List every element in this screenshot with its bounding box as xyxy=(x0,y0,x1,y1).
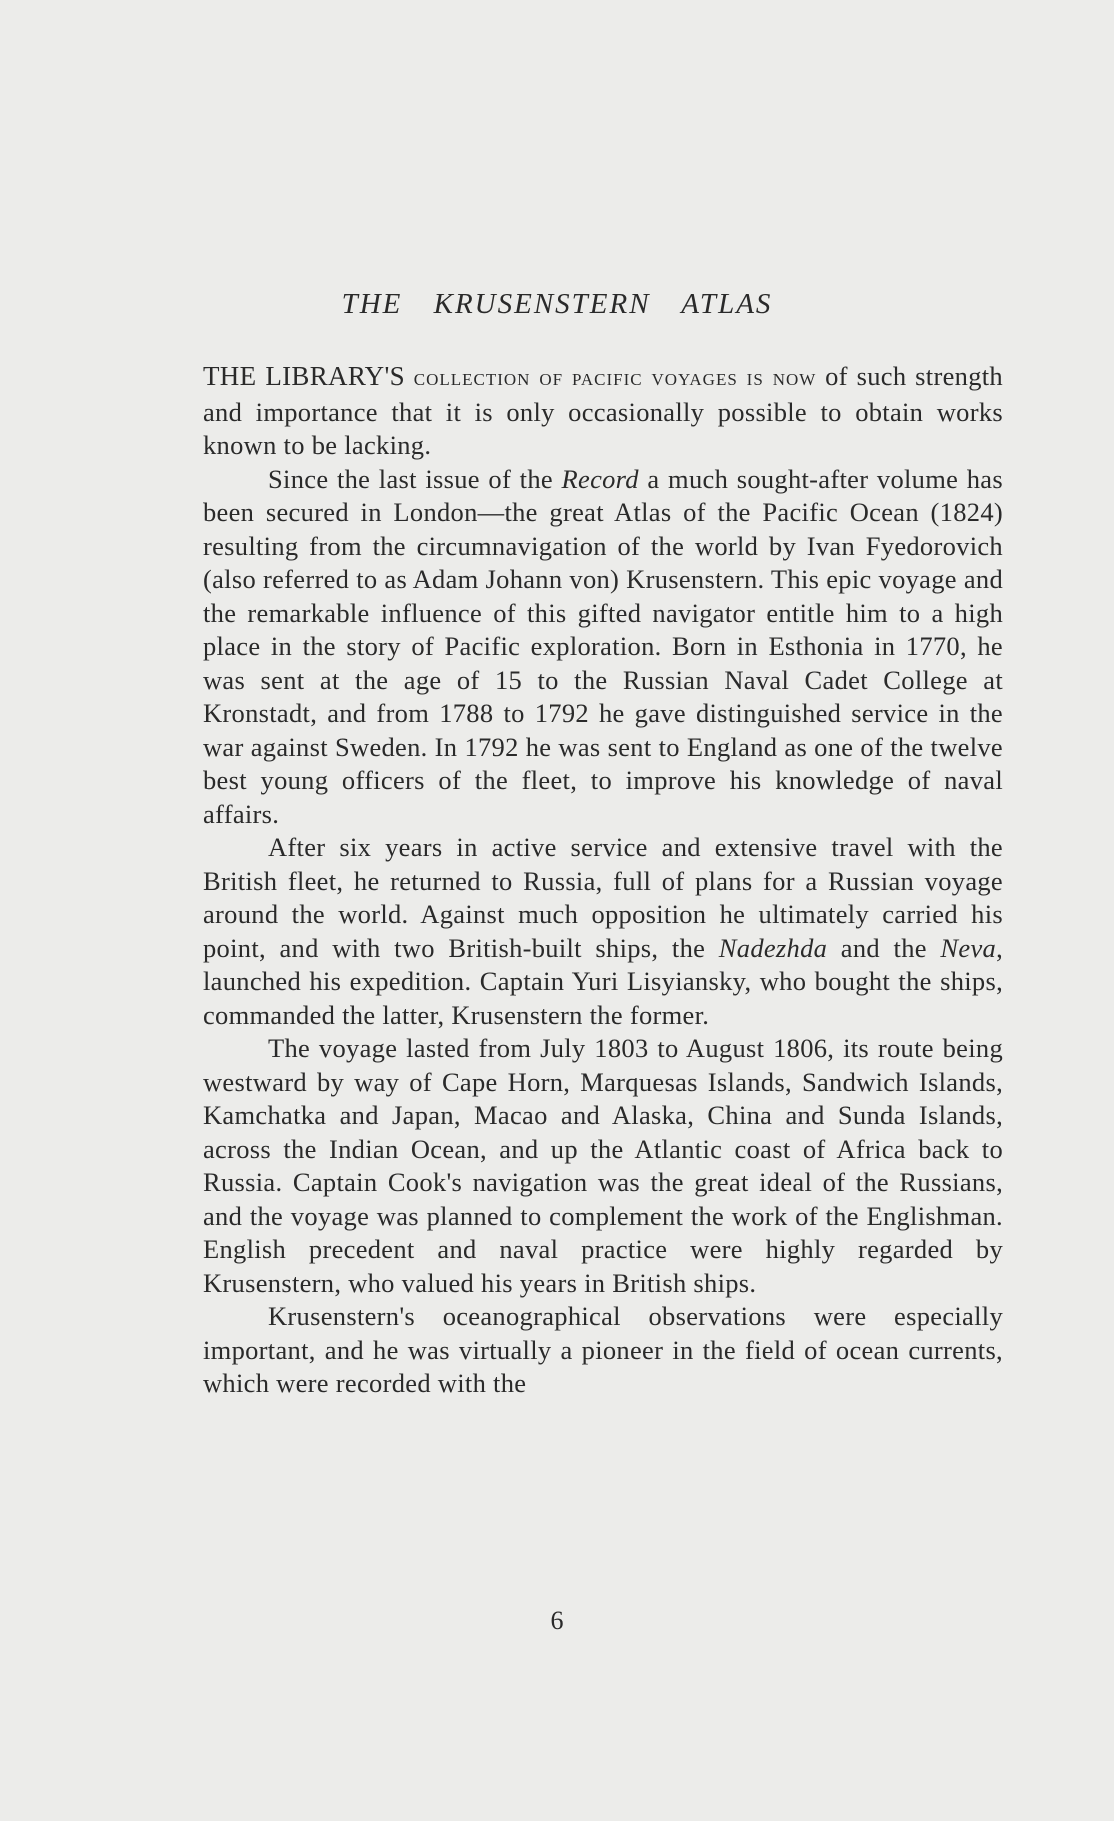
paragraph-4-text: The voyage lasted from July 1803 to August 1806, its route being westward by way of Cape Horn, Marquesas Islands, Sandwich Islands, Kamchatka and Japan, Macao and Alaska, China and Sunda Islands, across the Indian Ocean, and up the Atlantic coast of Africa back to Russia. Captain Cook's navigation was the great ideal of the Russians, and the voyage was planned to complement the work of the Englishman. English precedent and naval practice were highly regarded by Krusenstern, who valued his years in British ships. xyxy=(203,1033,1003,1298)
paragraph-5-text: Krusenstern's oceanographical observations were especially important, and he was virtually a pioneer in the field of ocean currents, which were recorded with the xyxy=(203,1301,1003,1398)
body-text xyxy=(203,360,1003,1401)
record-title-italic: Record xyxy=(561,463,639,494)
paragraph-4 xyxy=(203,1032,1003,1300)
paragraph-1 xyxy=(203,360,1003,463)
paragraph-2 xyxy=(203,463,1003,832)
paragraph-5 xyxy=(203,1300,1003,1401)
paragraph-3 xyxy=(203,831,1003,1032)
page-title: THE KRUSENSTERN ATLAS xyxy=(341,288,773,320)
page-number: 6 xyxy=(550,1606,564,1635)
ship-name-nadezhda: Nadezhda xyxy=(718,932,828,963)
paragraph-3-post: , launched his expedition. Captain Yuri Lisyiansky, who bought the ships, commanded the latter, Krusenstern the former. xyxy=(203,932,1003,1030)
lead-caps: THE LIBRARY'S xyxy=(203,361,405,391)
lead-smallcaps: collection of pacific voyages is now xyxy=(413,365,817,391)
paragraph-1-text: of such strength and importance that it is only occasionally possible to obtain works known to be lacking. xyxy=(203,361,1003,460)
paragraph-3-pre: After six years in active service and extensive travel with the British fleet, he returned to Russia, full of plans for a Russian voyage around the world. Against much opposition he ultimately carried his point, and with two British-built ships, the xyxy=(203,832,1003,963)
paragraph-2-post: a much sought-after volume has been secured in London—the great Atlas of the Pacific Ocean (1824) resulting from the circumnavigation of the world by Ivan Fyedorovich (also referred to as Adam Johann von) Krusenstern. This epic voyage and the remarkable influence of this gifted navigator entitle him to a high place in the story of Pacific exploration. Born in Esthonia in 1770, he was sent at the age of 15 to the Russian Naval Cadet College at Kronstadt, and from 1788 to 1792 he gave distinguished service in the war against Sweden. In 1792 he was sent to England as one of the twelve best young officers of the fleet, to improve his knowledge of naval affairs. xyxy=(203,463,1003,829)
ship-name-neva: Neva xyxy=(940,932,997,963)
paragraph-2-pre: Since the last issue of the xyxy=(268,463,562,494)
paragraph-3-mid: and the xyxy=(827,932,941,963)
